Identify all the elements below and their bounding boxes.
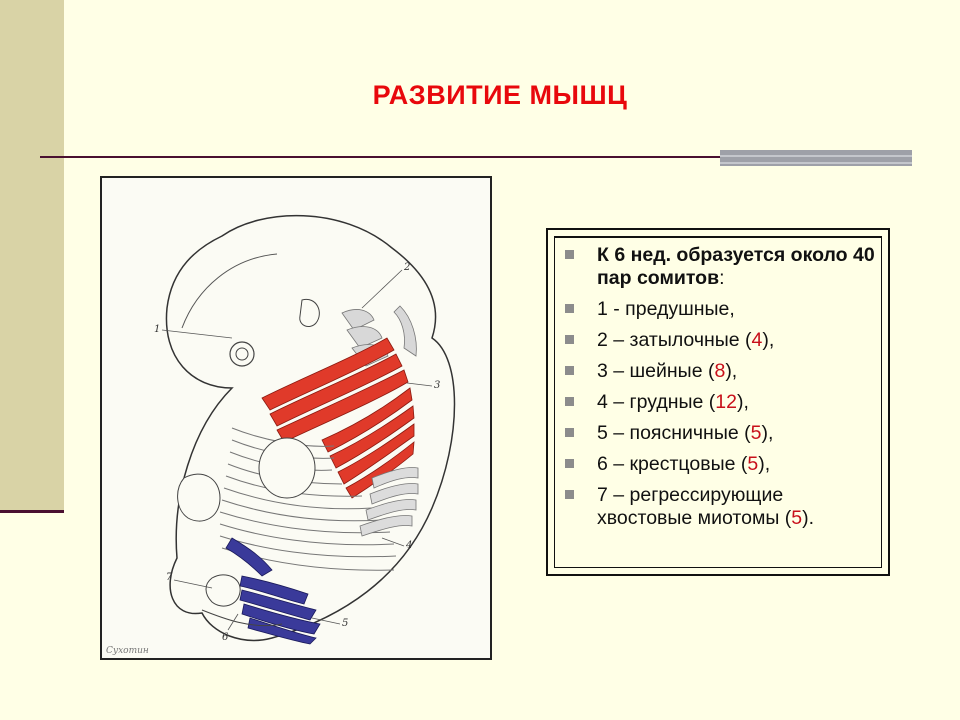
bullet-icon <box>565 397 574 406</box>
item-text-end: ), <box>762 329 775 351</box>
bullet-icon <box>565 490 574 499</box>
left-decor-line <box>0 510 64 513</box>
item-count: 5 <box>747 453 759 475</box>
list-item <box>565 360 875 383</box>
list-item <box>565 422 875 445</box>
item-text: 4 – грудные ( <box>597 391 716 413</box>
callout-7: 7 <box>166 572 173 583</box>
embryo-illustration <box>100 176 492 660</box>
somite-list-box <box>546 228 890 576</box>
item-text: 7 – регрессирующие хвостовые миотомы ( <box>597 484 792 529</box>
bullet-icon <box>565 335 574 344</box>
lead-text: К 6 нед. образуется около 40 пар сомитов <box>597 244 875 289</box>
item-text-end: ), <box>725 360 738 382</box>
item-count: 4 <box>751 329 763 351</box>
bullet-icon <box>565 459 574 468</box>
bullet-icon <box>565 366 574 375</box>
bullet-icon <box>565 428 574 437</box>
callout-4: 4 <box>406 540 413 551</box>
lead-suffix: : <box>719 267 725 289</box>
item-text-end: ), <box>758 453 771 475</box>
item-text-end: ). <box>802 507 815 529</box>
item-text: 2 – затылочные ( <box>597 329 752 351</box>
somite-list-frame <box>554 236 882 568</box>
callout-1: 1 <box>154 324 161 335</box>
item-text: 6 – крестцовые ( <box>597 453 748 475</box>
item-text: 1 - предушные, <box>597 298 735 320</box>
list-item <box>565 391 875 414</box>
list-item <box>565 453 875 476</box>
item-text-end: ), <box>761 422 774 444</box>
callout-5: 5 <box>342 618 349 629</box>
list-item-lead <box>565 244 875 290</box>
item-text: 5 – поясничные ( <box>597 422 751 444</box>
bullet-icon <box>565 250 574 259</box>
title-divider-accent <box>720 150 912 166</box>
item-count: 5 <box>750 422 762 444</box>
item-count: 5 <box>791 507 803 529</box>
slide-title: РАЗВИТИЕ МЫШЦ <box>372 80 628 110</box>
embryo-drawing <box>102 178 490 658</box>
callout-3: 3 <box>434 380 441 391</box>
bullet-icon <box>565 304 574 313</box>
item-text: 3 – шейные ( <box>597 360 715 382</box>
left-decor-band <box>0 0 64 512</box>
list-item <box>565 329 875 352</box>
eye-shape <box>230 342 254 366</box>
list-item <box>565 484 875 530</box>
callout-6: 6 <box>222 632 229 643</box>
list-item <box>565 298 875 321</box>
item-count: 8 <box>714 360 726 382</box>
item-text-end: ), <box>737 391 749 413</box>
somite-list <box>555 238 881 530</box>
callout-2: 2 <box>404 262 411 273</box>
artist-signature: Сухотин <box>106 646 149 656</box>
item-count: 12 <box>715 391 737 413</box>
